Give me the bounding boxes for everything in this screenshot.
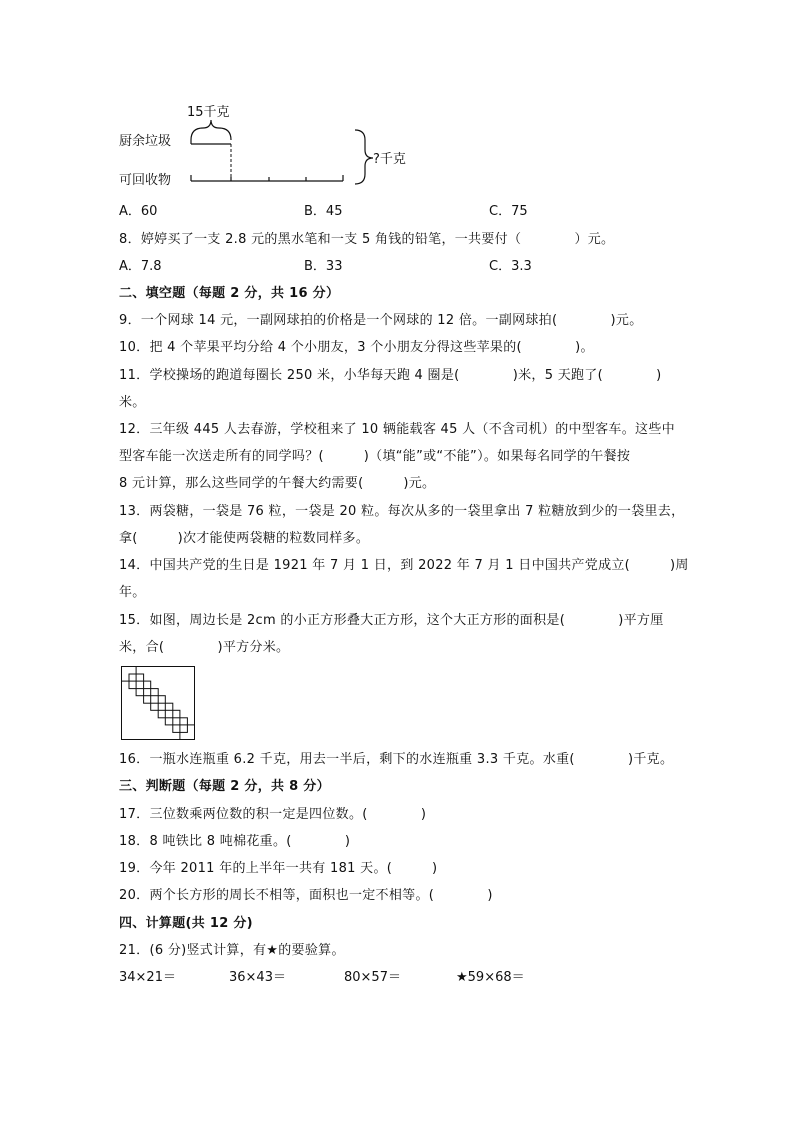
q9-text: 9．一个网球 14 元，一副网球拍的价格是一个网球的 12 倍。一副网球拍( )元。: [119, 313, 643, 328]
q21-expr-4: ★59×68＝: [456, 970, 525, 985]
q19-text: 19．今年 2011 年的上半年一共有 181 天。( ): [119, 861, 438, 876]
q10-text: 10．把 4 个苹果平均分给 4 个小朋友，3 个小朋友分得这些苹果的( )。: [119, 340, 594, 355]
top-brace: [191, 120, 231, 140]
q15-line1: 15．如图，周边长是 2cm 的小正方形叠大正方形，这个大正方形的面积是( )平方厘: [119, 613, 664, 628]
q15-line2: 米，合( )平方分米。: [119, 640, 290, 655]
q12-line3: 8 元计算，那么这些同学的午餐大约需要( )元。: [119, 476, 436, 491]
q13-line1: 13．两袋糖，一袋是 76 粒，一袋是 20 粒。每次从多的一袋里拿出 7 粒糖放到少的一袋里去，: [119, 504, 685, 519]
right-brace: [355, 130, 373, 184]
q8-text: 8．婷婷买了一支 2.8 元的黑水笔和一支 5 角钱的铅笔，一共要付（ ）元。: [119, 232, 615, 247]
q21-expr-2: 36×43＝: [229, 970, 286, 985]
diagram-top-label: 15千克: [187, 105, 230, 120]
q20-text: 20．两个长方形的周长不相等，面积也一定不相等。( ): [119, 888, 493, 903]
q12-line1: 12．三年级 445 人去春游，学校租来了 10 辆能载客 45 人（不含司机）的中型客车。这些中: [119, 422, 675, 437]
q21-expr-1: 34×21＝: [119, 970, 176, 985]
q15-square-figure: [121, 666, 197, 746]
q7-option-c: C．75: [489, 204, 528, 219]
diagram-total-label: ?千克: [373, 152, 406, 167]
q21-expr-3: 80×57＝: [344, 970, 401, 985]
q8-option-c: C．3.3: [489, 259, 532, 274]
section2-title: 二、填空题（每题 2 分，共 16 分）: [119, 286, 340, 301]
q14-line2: 年。: [119, 585, 146, 600]
q17-text: 17．三位数乘两位数的积一定是四位数。( ): [119, 807, 427, 822]
q8-option-b: B．33: [304, 259, 343, 274]
q14-line1: 14．中国共产党的生日是 1921 年 7 月 1 日，到 2022 年 7 月 1 日中国共产党成立( )周: [119, 558, 689, 573]
q21-text: 21．(6 分)竖式计算，有★的要验算。: [119, 943, 345, 958]
q11-line2: 米。: [119, 395, 146, 410]
q16-text: 16．一瓶水连瓶重 6.2 千克，用去一半后，剩下的水连瓶重 3.3 千克。水重( )千克。: [119, 752, 674, 767]
q8-option-a: A．7.8: [119, 259, 162, 274]
diagram-row2-label: 可回收物: [119, 173, 172, 188]
q7-line-diagram: [119, 96, 419, 195]
q12-line2: 型客车能一次送走所有的同学吗？( )（填“能”或“不能”）。如果每名同学的午餐按: [119, 449, 631, 464]
diagram-row1-label: 厨余垃圾: [119, 134, 172, 149]
q13-line2: 拿( )次才能使两袋糖的粒数同样多。: [119, 531, 370, 546]
q7-option-b: B．45: [304, 204, 343, 219]
section3-title: 三、判断题（每题 2 分，共 8 分）: [119, 779, 330, 794]
q7-option-a: A．60: [119, 204, 158, 219]
q11-line1: 11．学校操场的跑道每圈长 250 米，小华每天跑 4 圈是( )米，5 天跑了( ): [119, 368, 662, 383]
q18-text: 18．8 吨铁比 8 吨棉花重。( ): [119, 834, 351, 849]
section4-title: 四、计算题(共 12 分): [119, 916, 253, 931]
